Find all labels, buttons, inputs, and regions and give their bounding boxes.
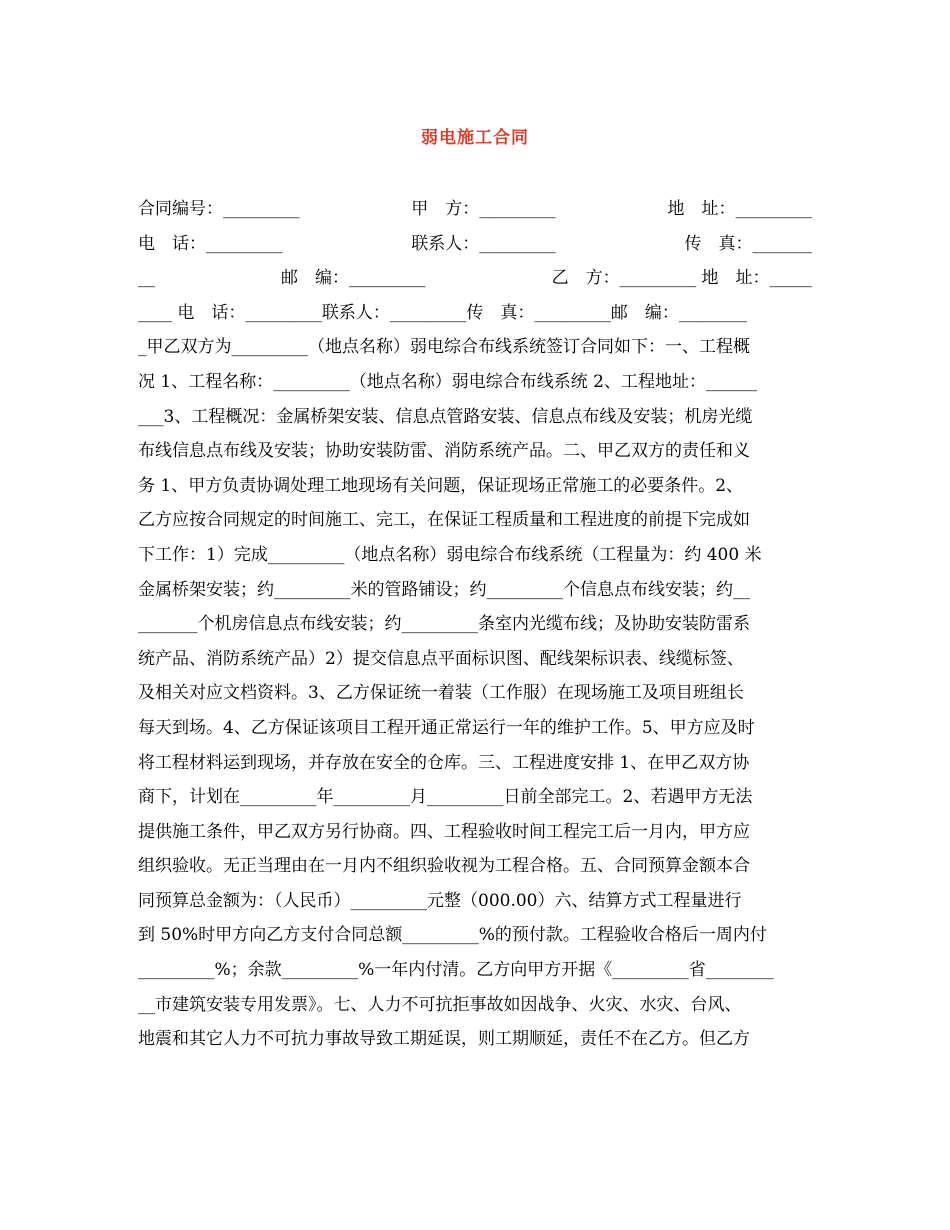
- body-line-10: [138, 642, 812, 677]
- body-line-1: [138, 330, 812, 365]
- body-text: ___3、工程概况：金属桥架安装、信息点管路安装、信息点布线及安装；机房光缆: [138, 406, 753, 427]
- body-line-18: [138, 918, 812, 953]
- body-line-13: [138, 746, 812, 781]
- body-text: 布线信息点布线及安装；协助安装防雷、消防系统产品。二、甲乙双方的责任和义: [138, 441, 750, 462]
- body-line-4: [138, 434, 812, 469]
- body-line-2: [138, 365, 812, 400]
- header-line-4: [138, 296, 812, 331]
- header-line-3: [138, 261, 812, 296]
- party-a-fax-continuation: __: [138, 268, 155, 289]
- party-b-field: 乙 方：_________ 地 址：_____: [551, 268, 812, 289]
- body-line-6: [138, 503, 812, 538]
- party-a-address-field: 地 址：_________: [667, 199, 812, 219]
- body-text: _甲乙双方为_________（地点名称）弱电综合布线系统签订合同如下：一、工程概: [138, 337, 750, 358]
- body-text: 商下，计划在_________年_________月_________日前全部完工。2、若遇甲方无法: [138, 787, 753, 808]
- body-line-15: [138, 815, 812, 850]
- party-a-fax-field: 传 真：_______: [684, 233, 812, 254]
- body-text: 况 1、工程名称：_________（地点名称）弱电综合布线系统 2、工程地址：______: [138, 371, 757, 392]
- body-text: 每天到场。4、乙方保证该项目工程开通正常运行一年的维护工作。5、甲方应及时: [138, 717, 755, 738]
- body-text: 及相关对应文档资料。3、乙方保证统一着装（工作服）在现场施工及项目班组长: [138, 683, 744, 704]
- body-text: 务 1、甲方负责协调处理工地现场有关问题，保证现场正常施工的必要条件。2、: [138, 475, 744, 496]
- party-a-phone-field: 电 话：_________: [138, 233, 283, 254]
- body-line-16: [138, 849, 812, 884]
- document-body: [138, 192, 812, 1057]
- header-line-2: [138, 227, 812, 262]
- header-line-1: [138, 192, 812, 227]
- contract-number-field: 合同编号：_________: [138, 199, 300, 219]
- party-a-field: 甲 方：_________: [411, 199, 556, 219]
- party-a-contact-field: 联系人：_________: [411, 233, 556, 254]
- body-line-14: [138, 780, 812, 815]
- body-line-5: [138, 469, 812, 504]
- body-line-17: [138, 884, 812, 919]
- body-line-12: [138, 711, 812, 746]
- body-text: 提供施工条件，甲乙双方另行协商。四、工程验收时间工程完工后一月内，甲方应: [138, 821, 750, 842]
- body-line-8: [138, 573, 812, 608]
- body-line-9: [138, 607, 812, 642]
- body-text: 到 50%时甲方向乙方支付合同总额_________%的预付款。工程验收合格后一周内付: [138, 925, 767, 946]
- body-text: _________%；余款_________%一年内付清。乙方向甲方开据《_________省________: [138, 960, 774, 981]
- body-text: __市建筑安装专用发票》。七、人力不可抗拒事故如因战争、火灾、水灾、台风、: [138, 994, 742, 1015]
- body-text: 金属桥架安装；约_________米的管路铺设；约_________个信息点布线安装；约__: [138, 579, 750, 600]
- body-line-7: [138, 538, 812, 573]
- body-line-3: [138, 400, 812, 435]
- body-text: 组织验收。无正当理由在一月内不组织验收视为工程合格。五、合同预算金额本合: [138, 856, 750, 877]
- document-title: 弱电施工合同: [421, 128, 529, 148]
- body-text: _______个机房信息点布线安装；约_________条室内光缆布线；及协助安装防雷系: [138, 614, 750, 635]
- body-text: 同预算总金额为：（人民币）_________元整（000.00）六、结算方式工程量进行: [138, 890, 742, 911]
- body-text: 下工作：1）完成_________（地点名称）弱电综合布线系统（工程量为：约 400 米: [138, 544, 762, 565]
- body-line-20: [138, 988, 812, 1023]
- body-line-21: [138, 1022, 812, 1057]
- body-text: 地震和其它人力不可抗力事故导致工期延误，则工期顺延，责任不在乙方。但乙方: [138, 1029, 750, 1050]
- body-text: 统产品、消防系统产品）2）提交信息点平面标识图、配线架标识表、线缆标签、: [138, 648, 744, 669]
- body-line-11: [138, 676, 812, 711]
- party-a-postcode-field: 邮 编：_________: [281, 268, 426, 289]
- body-text: 将工程材料运到现场，并存放在安全的仓库。三、工程进度安排 1、在甲乙双方协: [138, 752, 750, 773]
- body-text: 乙方应按合同规定的时间施工、完工，在保证工程质量和工程进度的前提下完成如: [138, 510, 750, 531]
- body-line-19: [138, 953, 812, 988]
- party-b-details-field: ____ 电 话：_________联系人：_________传 真：_________邮 编：________: [138, 302, 747, 323]
